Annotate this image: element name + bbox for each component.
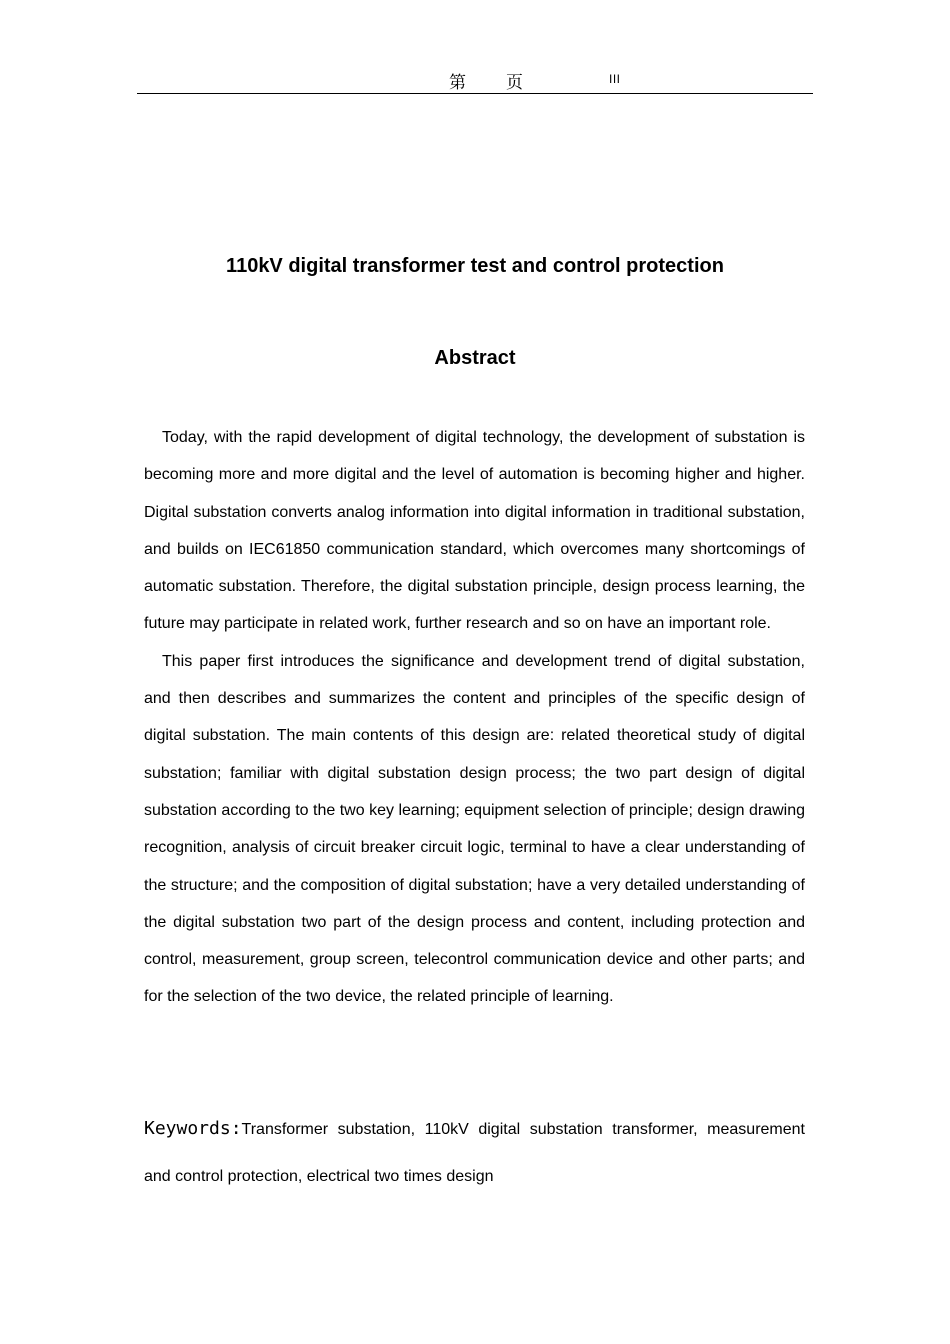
abstract-heading: Abstract (434, 347, 516, 369)
keywords-text: Transformer substation, 110kV digital substation transformer, measurement and control protection, electrical two times design (144, 1121, 805, 1185)
keywords-block (144, 1105, 805, 1200)
page-header (137, 66, 813, 94)
header-page-number: III (609, 72, 621, 86)
header-char-ye: 页 (506, 73, 523, 93)
abstract-body (144, 419, 805, 1016)
abstract-paragraph-1: Today, with the rapid development of digital technology, the development of substation is becoming more and more digital and the level of automation is becoming higher and higher. Digital substation converts analog information into digital information in traditional substation, and builds on IEC61850 communication standard, which overcomes many shortcomings of automatic substation. Therefore, the digital substation principle, design process learning, the future may participate in related work, further research and so on have an important role. (144, 429, 805, 633)
document-title: 110kV digital transformer test and control protection (226, 255, 724, 277)
header-char-di: 第 (449, 73, 466, 93)
abstract-paragraph-2: This paper first introduces the significance and development trend of digital substation, and then describes and summarizes the content and principles of the specific design of digital substation. The main contents of this design are: related theoretical study of digital substation; familiar with digital substation design process; the two part design of digital substation according to the two key learning; equipment selection of principle; design drawing recognition, analysis of circuit breaker circuit logic, terminal to have a clear understanding of the structure; and the composition of digital substation; have a very detailed understanding of the digital substation two part of the design process and content, including protection and control, measurement, group screen, telecontrol communication device and other parts; and for the selection of the two device, the related principle of learning. (144, 652, 805, 1006)
keywords-label: Keywords: (144, 1118, 242, 1139)
